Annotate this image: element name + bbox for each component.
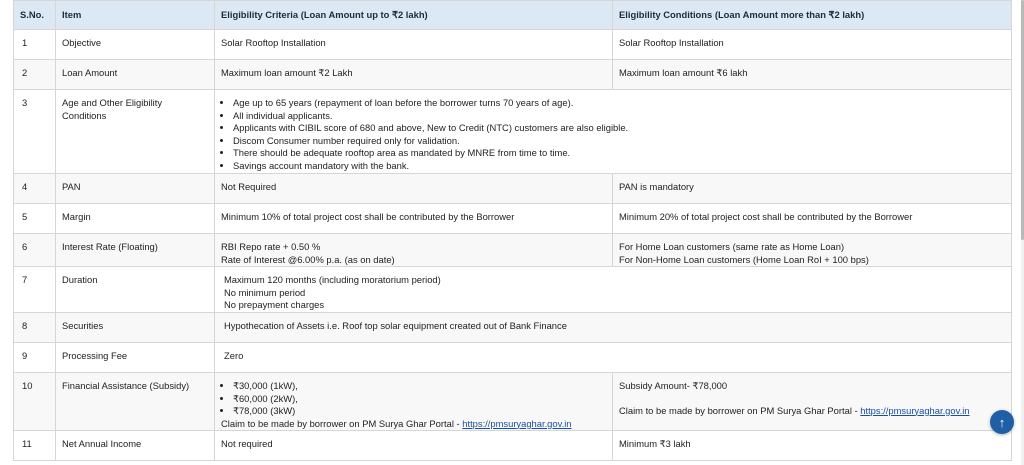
row-conditions: Minimum 20% of total project cost shall be contributed by the Borrower xyxy=(613,204,1012,234)
duration-max: Maximum 120 months (including moratorium period) xyxy=(224,274,441,286)
row-sno: 9 xyxy=(14,342,56,372)
claim-label: Claim to be made by borrower on PM Surya Ghar Portal - xyxy=(221,417,463,429)
list-item: • Discom Consumer number required only for validation. xyxy=(233,135,1005,148)
row-item: Processing Fee xyxy=(56,342,215,372)
subsidy-amount: Subsidy Amount- ₹78,000 xyxy=(619,379,728,391)
list-item: • All individual applicants. xyxy=(233,110,1005,123)
row-conditions xyxy=(613,372,1012,430)
arrow-up-icon: ↑ xyxy=(998,414,1006,430)
table-row xyxy=(14,312,1012,342)
row-conditions: Minimum ₹3 lakh xyxy=(613,431,1012,461)
header-upto-2-lakh: Eligibility Criteria (Loan Amount up to ₹2 lakh) xyxy=(215,1,613,30)
row-criteria: Not Required xyxy=(215,174,613,204)
row-duration xyxy=(215,267,1012,313)
eligibility-list xyxy=(221,97,1005,173)
table-row xyxy=(14,431,1012,461)
row-criteria: Solar Rooftop Installation xyxy=(215,30,613,60)
table-row xyxy=(14,174,1012,204)
row-sno: 6 xyxy=(14,234,56,267)
list-item: • Savings account mandatory with the bank. xyxy=(233,160,1005,173)
pm-surya-ghar-link[interactable]: https://pmsuryaghar.gov.in xyxy=(860,404,970,416)
list-item: • Age up to 65 years (repayment of loan before the borrower turns 70 years of age). xyxy=(233,97,1005,110)
table-row xyxy=(14,372,1012,430)
table-row xyxy=(14,342,1012,372)
row-item: Securities xyxy=(56,312,215,342)
row-sno: 11 xyxy=(14,431,56,461)
list-item: • Applicants with CIBIL score of 680 and above, New to Credit (NTC) customers are also eligible. xyxy=(233,122,1005,135)
row-criteria: Not required xyxy=(215,431,613,461)
row-sno: 4 xyxy=(14,174,56,204)
list-item: • ₹30,000 (1kW), xyxy=(233,380,606,393)
row-item: Age and Other Eligibility Conditions xyxy=(56,90,215,174)
row-item: Interest Rate (Floating) xyxy=(56,234,215,267)
list-item: • ₹60,000 (2kW), xyxy=(233,393,606,406)
row-sno: 10 xyxy=(14,372,56,430)
row-conditions: Maximum loan amount ₹6 lakh xyxy=(613,60,1012,90)
subsidy-list xyxy=(221,380,606,418)
row-sno: 8 xyxy=(14,312,56,342)
row-item: Financial Assistance (Subsidy) xyxy=(56,372,215,430)
header-sno: S.No. xyxy=(14,1,56,30)
eligibility-table xyxy=(13,0,1012,461)
row-criteria: Maximum loan amount ₹2 Lakh xyxy=(215,60,613,90)
row-securities: Hypothecation of Assets i.e. Roof top solar equipment created out of Bank Finance xyxy=(215,312,1012,342)
row-conditions: PAN is mandatory xyxy=(613,174,1012,204)
row-eligibility-conditions xyxy=(215,90,1012,174)
duration-min: No minimum period xyxy=(224,286,306,298)
row-sno: 7 xyxy=(14,267,56,313)
interest-rate-text: Rate of Interest @6.00% p.a. (as on date) xyxy=(221,253,395,265)
claim-text xyxy=(221,418,606,431)
table-row xyxy=(14,60,1012,90)
table-row xyxy=(14,204,1012,234)
scroll-to-top-button[interactable] xyxy=(990,410,1014,434)
row-item: Loan Amount xyxy=(56,60,215,90)
list-item: • There should be adequate rooftop area as mandated by MNRE from time to time. xyxy=(233,147,1005,160)
row-item: Margin xyxy=(56,204,215,234)
eligibility-table-container xyxy=(13,0,1011,461)
row-criteria xyxy=(215,234,613,267)
row-sno: 5 xyxy=(14,204,56,234)
repo-rate-text: RBI Repo rate + 0.50 % xyxy=(221,241,321,252)
table-row xyxy=(14,267,1012,313)
claim-text xyxy=(619,405,1005,418)
row-criteria xyxy=(215,372,613,430)
row-item: Objective xyxy=(56,30,215,60)
row-item: Net Annual Income xyxy=(56,431,215,461)
row-conditions: Solar Rooftop Installation xyxy=(613,30,1012,60)
row-criteria: Minimum 10% of total project cost shall be contributed by the Borrower xyxy=(215,204,613,234)
claim-label: Claim to be made by borrower on PM Surya Ghar Portal - xyxy=(619,404,861,416)
row-sno: 3 xyxy=(14,90,56,174)
home-loan-rate-text: For Home Loan customers (same rate as Home Loan) xyxy=(619,241,845,252)
row-conditions xyxy=(613,234,1012,267)
table-header-row xyxy=(14,1,1012,30)
table-row xyxy=(14,90,1012,174)
row-processing-fee: Zero xyxy=(215,342,1012,372)
row-item: Duration xyxy=(56,267,215,313)
row-item: PAN xyxy=(56,174,215,204)
non-home-loan-rate-text: For Non-Home Loan customers (Home Loan RoI + 100 bps) xyxy=(619,253,869,265)
pm-surya-ghar-link[interactable]: https://pmsuryaghar.gov.in xyxy=(462,417,572,429)
row-sno: 2 xyxy=(14,60,56,90)
prepayment-charges: No prepayment charges xyxy=(224,299,325,311)
table-row xyxy=(14,234,1012,267)
header-item: Item xyxy=(56,1,215,30)
row-sno: 1 xyxy=(14,30,56,60)
header-more-than-2-lakh: Eligibility Conditions (Loan Amount more than ₹2 lakh) xyxy=(613,1,1012,30)
table-row xyxy=(14,30,1012,60)
list-item: • ₹78,000 (3kW) xyxy=(233,405,606,418)
